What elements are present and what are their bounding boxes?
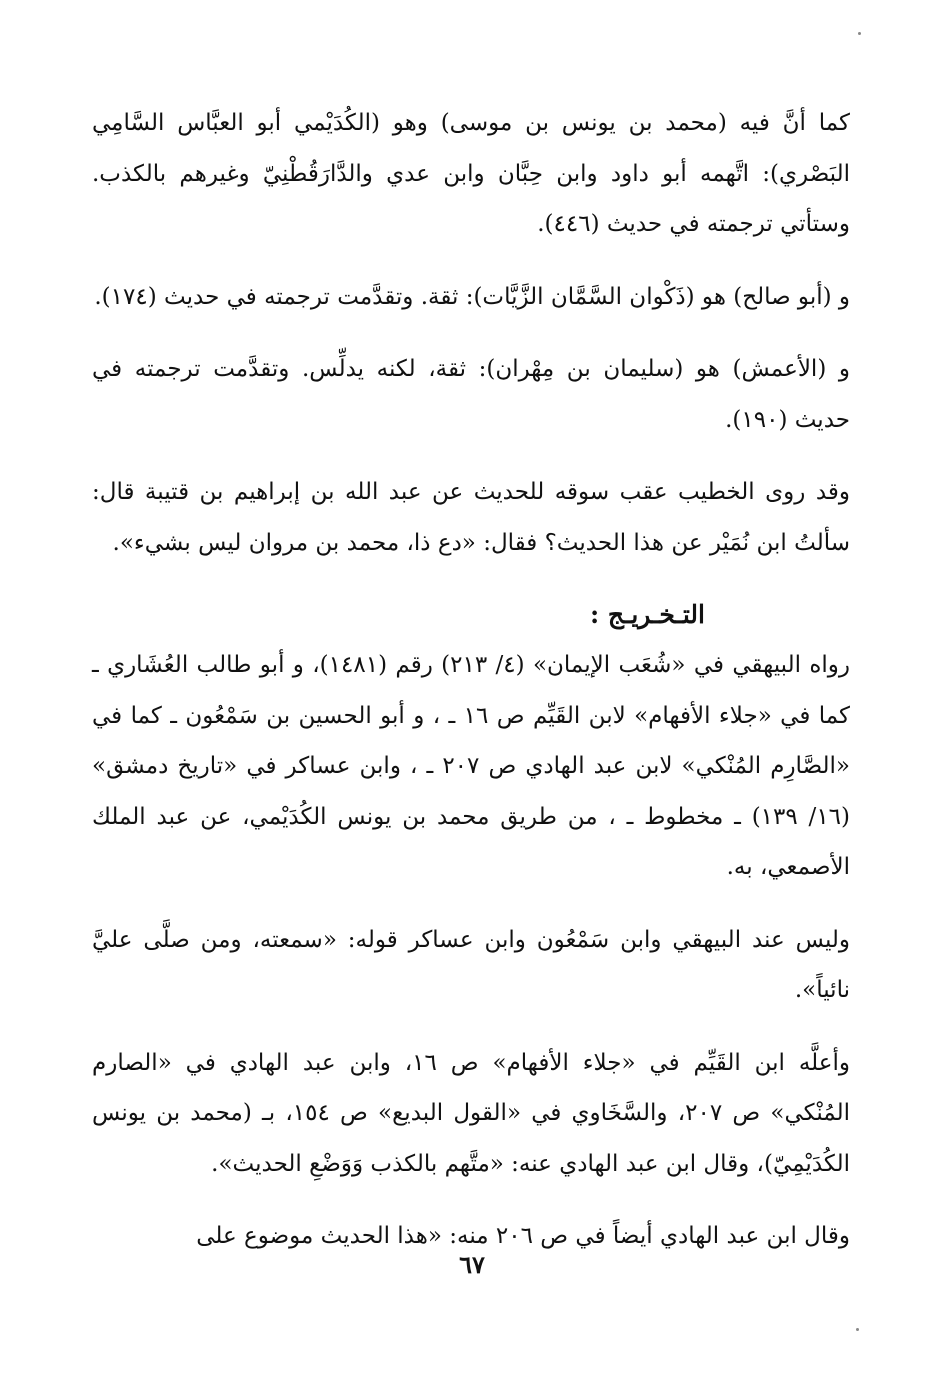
paragraph-amash: و (الأعمش) هو (سليمان بن مِهْران): ثقة، لكنه يدلِّس. وتقدَّمت ترجمته في حديث (١٩٠). xyxy=(92,356,850,433)
paragraph-not-in-bayhaqi: وليس عند البيهقي وابن سَمْعُون وابن عساكر قوله: «سمعته، ومن صلَّى عليَّ نائياً». xyxy=(92,926,850,1003)
section-heading-takhrij: التـخـريـج : xyxy=(589,600,705,629)
paragraph-abu-salih: و (أبو صالح) هو (ذَكْوان السَّمَّان الزَّيَّات): ثقة. وتقدَّمت ترجمته في حديث (١٧٤). xyxy=(94,283,850,310)
paragraph-khatib: وقد روى الخطيب عقب سوقه للحديث عن عبد الله بن إبراهيم بن قتيبة قال: سألتُ ابن نُمَيْر عن هذا الحديث؟ فقال: «دع ذا، محمد بن مروان ليس بشيء». xyxy=(92,479,850,556)
paragraph-ibn-abd-alhadi: وقال ابن عبد الهادي أيضاً في ص ٢٠٦ منه: «هذا الحديث موضوع على xyxy=(196,1223,850,1249)
paragraph-bayhaqi: رواه البيهقي في «شُعَب الإيمان» (٤/ ٢١٣) رقم (١٤٨١)، و أبو طالب العُشَاري ـ كما في «جلاء الأفهام» لابن القَيِّم ص ١٦ ـ ، و أبو الحسين بن سَمْعُون ـ كما في «الصَّارِم المُنْكي» لابن عبد الهادي ص ٢٠٧ ـ ، وابن عساكر في «تاريخ دمشق» (١٦/ ١٣٩) ـ مخطوط ـ ، من طريق محمد بن يونس الكُدَيْمي، عن عبد الملك الأصمعي، به. xyxy=(92,652,851,880)
scan-speck xyxy=(856,1328,859,1331)
scan-speck xyxy=(858,32,861,35)
paragraph-ilal: وأعلَّه ابن القَيِّم في «جلاء الأفهام» ص ١٦، وابن عبد الهادي في «الصارم المُنْكي» ص ٢٠٧، والسَّخَاوي في «القول البديع» ص ١٥٤، بـ (محمد بن يونس الكُدَيْمِيّ)، وقال ابن عبد الهادي عنه: «متَّهم بالكذب وَوَضْعِ الحديث». xyxy=(92,1049,850,1177)
page-body xyxy=(92,98,850,1284)
page-number: ٦٧ xyxy=(459,1250,485,1279)
paragraph-kudaymi: كما أنَّ فيه (محمد بن يونس بن موسى) وهو (الكُدَيْمي أبو العبَّاس السَّامِي البَصْري): اتَّهمه أبو داود وابن حِبَّان وابن عدي والدَّارَقُطْنِيّ وغيرهم بالكذب. وستأتي ترجمته في حديث (٤٤٦). xyxy=(92,110,850,237)
